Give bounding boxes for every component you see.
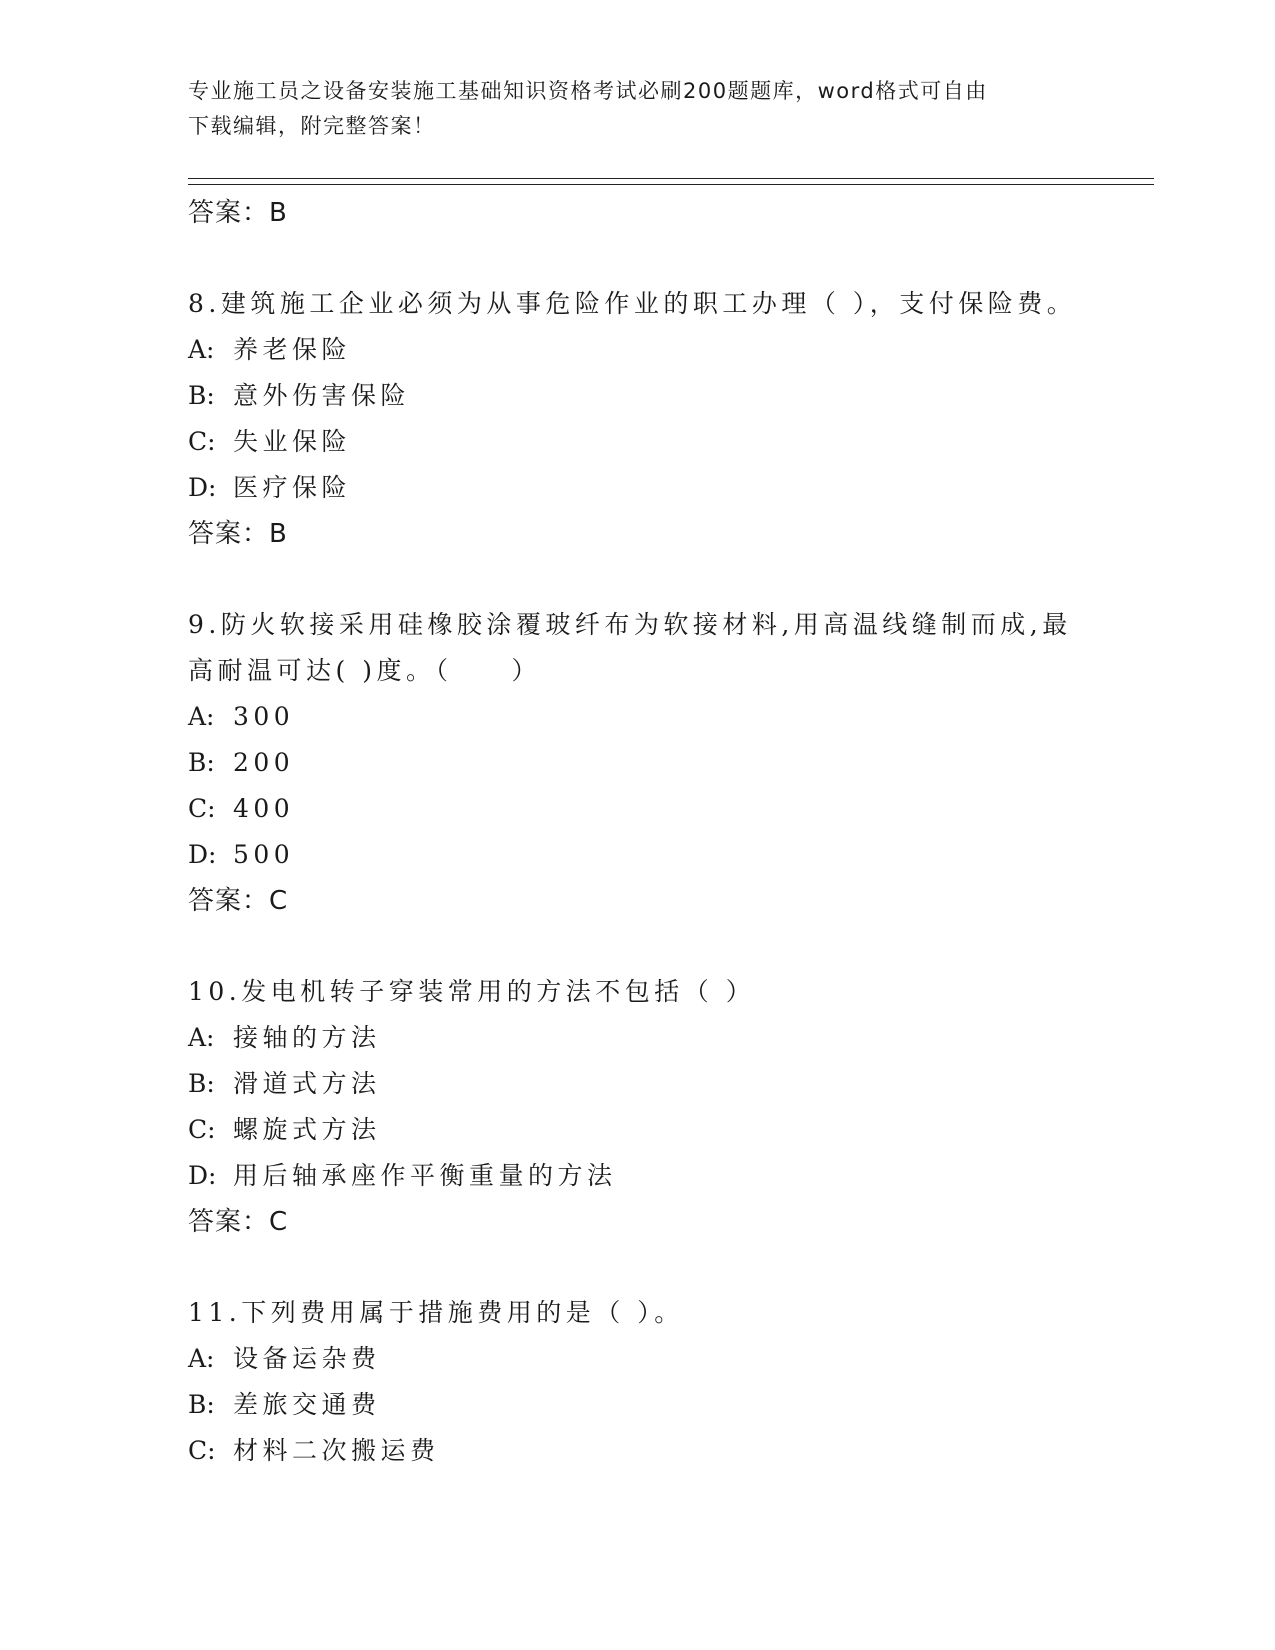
option-c [188, 786, 1148, 832]
option-text: 螺旋式方法 [233, 1115, 381, 1144]
header-divider-top [188, 178, 1154, 179]
option-text: 养老保险 [233, 335, 352, 364]
header-line-1: 专业施工员之设备安装施工基础知识资格考试必刷200题题库，word格式可自由 [188, 79, 988, 103]
question-block [188, 602, 1148, 924]
option-text: 400 [233, 794, 295, 823]
option-letter: A: [188, 335, 215, 364]
option-b [188, 373, 1148, 419]
option-letter: B: [188, 1390, 215, 1419]
option-text: 差旅交通费 [233, 1390, 381, 1419]
option-letter: A: [188, 1344, 215, 1373]
option-text: 材料二次搬运费 [233, 1436, 440, 1465]
option-c [188, 1107, 1148, 1153]
option-letter: D: [188, 473, 217, 502]
answer-line: 答案：B [188, 519, 288, 549]
option-text: 意外伤害保险 [233, 381, 411, 410]
answer-line: 答案：B [188, 198, 288, 228]
option-text: 失业保险 [233, 427, 352, 456]
option-letter: D: [188, 840, 217, 869]
option-letter: A: [188, 1023, 215, 1052]
document-header [188, 74, 1088, 144]
option-text: 接轴的方法 [233, 1023, 381, 1052]
answer-line: 答案：C [188, 1207, 289, 1237]
option-c [188, 419, 1148, 465]
option-text: 200 [233, 748, 295, 777]
option-text: 医疗保险 [233, 473, 352, 502]
header-line-2: 下载编辑，附完整答案！ [188, 114, 436, 138]
option-letter: B: [188, 381, 215, 410]
question-block [188, 281, 1148, 557]
option-a [188, 327, 1148, 373]
option-letter: C: [188, 1436, 216, 1465]
option-letter: C: [188, 1115, 216, 1144]
question-text-continued: 高耐温可达( )度。（ ） [188, 656, 541, 685]
question-text: 9.防火软接采用硅橡胶涂覆玻纤布为软接材料,用高温线缝制而成,最 [188, 610, 1072, 639]
option-a [188, 1015, 1148, 1061]
question-list [188, 190, 1148, 1474]
option-letter: B: [188, 748, 215, 777]
option-text: 滑道式方法 [233, 1069, 381, 1098]
option-text: 设备运杂费 [233, 1344, 381, 1373]
option-letter: D: [188, 1161, 217, 1190]
option-letter: C: [188, 427, 216, 456]
option-letter: A: [188, 702, 215, 731]
option-a [188, 694, 1148, 740]
option-d [188, 832, 1148, 878]
question-block [188, 969, 1148, 1245]
option-d [188, 465, 1148, 511]
option-letter: C: [188, 794, 216, 823]
question-text: 11.下列费用属于措施费用的是（ ）。 [188, 1298, 684, 1327]
option-d [188, 1153, 1148, 1199]
option-b [188, 740, 1148, 786]
option-b [188, 1061, 1148, 1107]
question-text: 10.发电机转子穿装常用的方法不包括（ ） [188, 977, 756, 1006]
option-b [188, 1382, 1148, 1428]
option-c [188, 1428, 1148, 1474]
option-text: 用后轴承座作平衡重量的方法 [233, 1161, 617, 1190]
question-block [188, 1290, 1148, 1474]
question-text: 8.建筑施工企业必须为从事危险作业的职工办理（ ），支付保险费。 [188, 289, 1077, 318]
option-letter: B: [188, 1069, 215, 1098]
option-text: 500 [233, 840, 295, 869]
option-text: 300 [233, 702, 295, 731]
option-a [188, 1336, 1148, 1382]
header-divider-bottom [188, 184, 1154, 185]
answer-line: 答案：C [188, 886, 289, 916]
